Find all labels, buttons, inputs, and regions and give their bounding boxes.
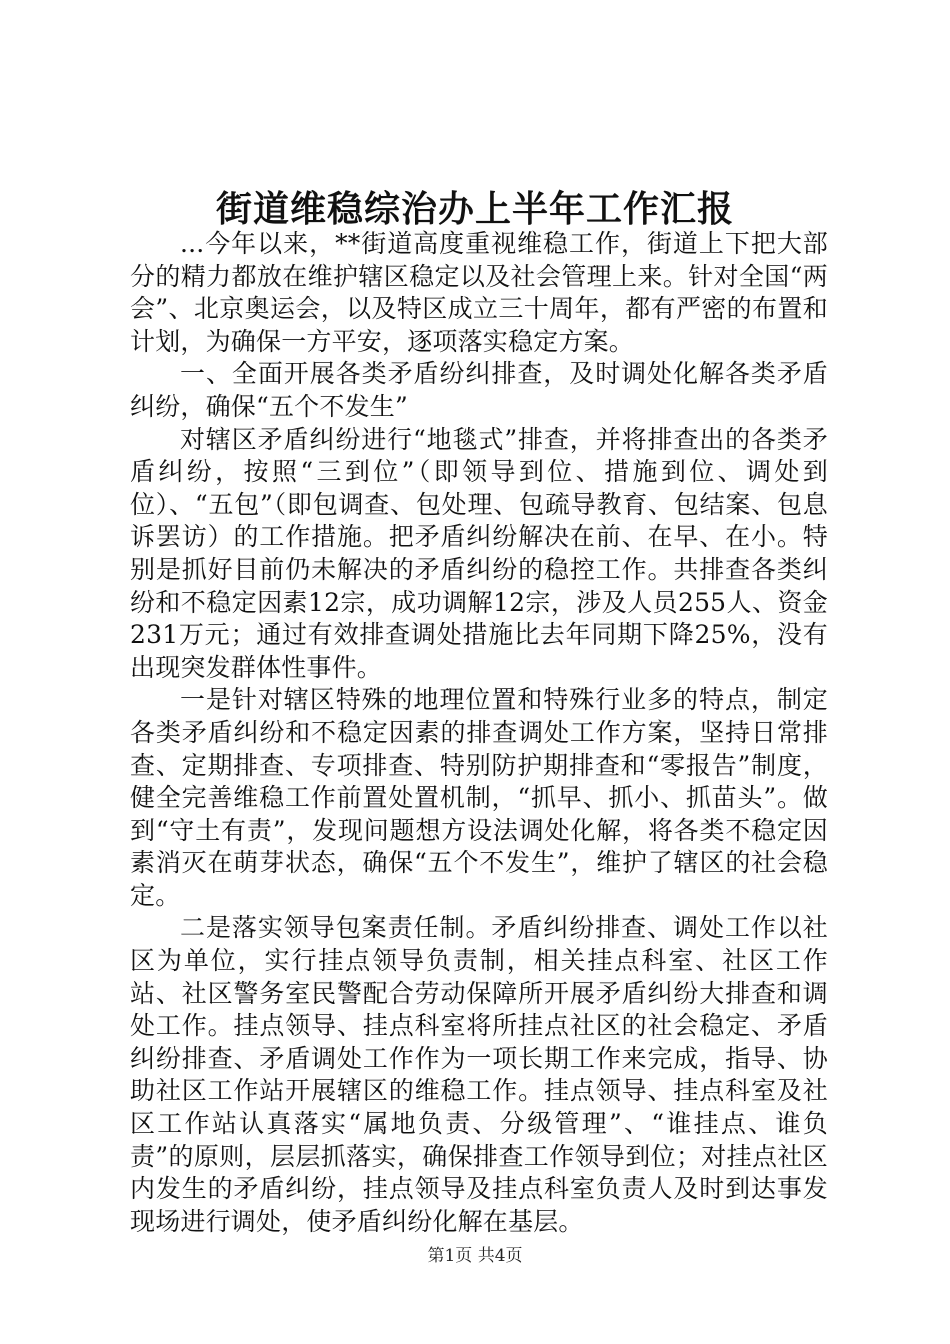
document-title: 街道维稳综治办上半年工作汇报: [215, 188, 734, 230]
paragraph-intro: ...今年以来，**街道高度重视维稳工作，街道上下把大部分的精力都放在维护辖区稳定以及社会管理上来。针对全国“两会”、北京奥运会，以及特区成立三十周年，都有严密的布置和计划，为确保一方平安，逐项落实稳定方案。: [130, 229, 828, 356]
paragraph-point-two: 二是落实领导包案责任制。矛盾纠纷排查、调处工作以社区为单位，实行挂点领导负责制，相关挂点科室、社区工作站、社区警务室民警配合劳动保障所开展矛盾纠纷大排查和调处工作。挂点领导、挂点科室将所挂点社区的社会稳定、矛盾纠纷排查、矛盾调处工作作为一项长期工作来完成，指导、协助社区工作站开展辖区的维稳工作。挂点领导、挂点科室及社区工作站认真落实“属地负责、分级管理”、“谁挂点、谁负责”的原则，层层抓落实，确保排查工作领导到位；对挂点社区内发生的矛盾纠纷，挂点领导及挂点科室负责人及时到达事发现场进行调处，使矛盾纠纷化解在基层。: [130, 913, 828, 1236]
document-body: [130, 228, 828, 1238]
section-heading-1: 一、全面开展各类矛盾纷纠排查，及时调处化解各类矛盾纠纷，确保“五个不发生”: [130, 359, 828, 421]
paragraph-point-one: 一是针对辖区特殊的地理位置和特殊行业多的特点，制定各类矛盾纠纷和不稳定因素的排查调处工作方案，坚持日常排查、定期排查、专项排查、特别防护期排查和“零报告”制度，健全完善维稳工作前置处置机制，“抓早、抓小、抓苗头”。做到“守土有责”，发现问题想方设法调处化解，将各类不稳定因素消灭在萌芽状态，确保“五个不发生”，维护了辖区的社会稳定。: [130, 685, 828, 910]
paragraph-investigation: 对辖区矛盾纠纷进行“地毯式”排查，并将排查出的各类矛盾纠纷，按照“三到位”（即领导到位、措施到位、调处到位）、“五包”（即包调查、包处理、包疏导教育、包结案、包息诉罢访）的工作措施。把矛盾纠纷解决在前、在早、在小。特别是抓好目前仍未解决的矛盾纠纷的稳控工作。共排查各类纠纷和不稳定因素12宗，成功调解12宗，涉及人员255人、资金231万元；通过有效排查调处措施比去年同期下降25%，没有出现突发群体性事件。: [130, 424, 828, 682]
page-footer: 第1页 共4页: [427, 1246, 523, 1266]
